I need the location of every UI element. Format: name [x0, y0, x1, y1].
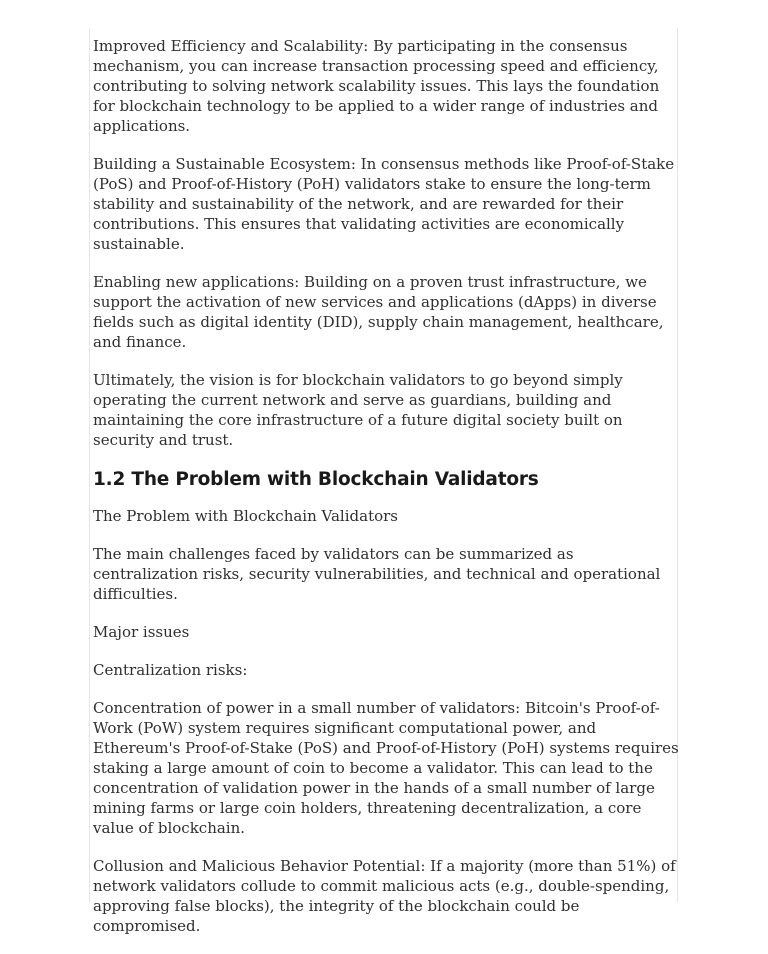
paragraph-main-challenges: The main challenges faced by validators can be summarized as centralization risks, security vulnerabilities, and technical and operational difficulties.: [93, 545, 661, 603]
paragraph-centralization-risks: Centralization risks:: [93, 661, 248, 679]
paragraph-major-issues: Major issues: [93, 623, 190, 641]
paragraph-new-applications: Enabling new applications: Building on a proven trust infrastructure, we support the activation of new services and applications (dApps) in diverse fields such as digital identity (DID), supply chain management, healthcare, and finance.: [93, 273, 664, 351]
paragraph-power-concentration: Concentration of power in a small number of validators: Bitcoin's Proof-of-Work (PoW) system requires significant computational power, and Ethereum's Proof-of-Stake (PoS) and Proof-of-History (PoH) systems requires staking a large amount of coin to become a validator. This can lead to the concentration of validation power in the hands of a small number of large mining farms or large coin holders, threatening decentralization, a core value of blockchain.: [93, 699, 679, 837]
document-content: [93, 36, 683, 954]
paragraph-vision: Ultimately, the vision is for blockchain validators to go beyond simply operating the current network and serve as guardians, building and maintaining the core infrastructure of a future digital society built on security and trust.: [93, 371, 623, 449]
document-page: [89, 28, 679, 935]
section-heading: 1.2 The Problem with Blockchain Validators: [93, 469, 539, 490]
paragraph-sustainable-ecosystem: Building a Sustainable Ecosystem: In consensus methods like Proof-of-Stake (PoS) and Proof-of-History (PoH) validators stake to ensure the long-term stability and sustainability of the network, and are rewarded for their contributions. This ensures that validating activities are economically sustainable.: [93, 155, 675, 253]
paragraph-collusion: Collusion and Malicious Behavior Potential: If a majority (more than 51%) of network validators collude to commit malicious acts (e.g., double-spending, approving false blocks), the integrity of the blockchain could be compromised.: [93, 857, 676, 935]
paragraph-efficiency-scalability: Improved Efficiency and Scalability: By participating in the consensus mechanism, you can increase transaction processing speed and efficiency, contributing to solving network scalability issues. This lays the foundation for blockchain technology to be applied to a wider range of industries and applications.: [93, 37, 660, 135]
paragraph-problem-title: The Problem with Blockchain Validators: [93, 507, 399, 525]
